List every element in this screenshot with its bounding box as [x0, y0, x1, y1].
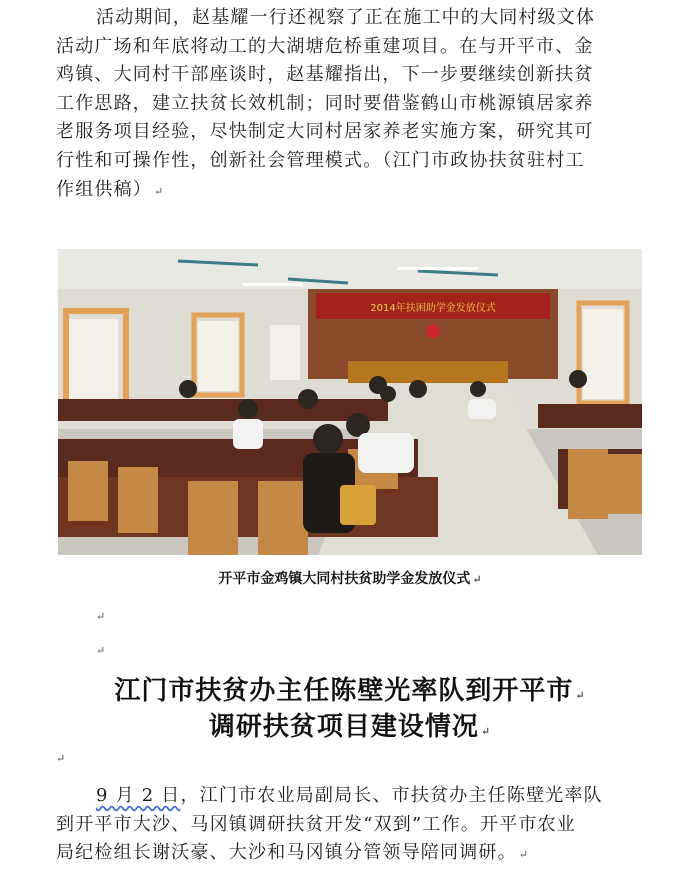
ceremony-photo-illustration — [58, 249, 642, 555]
paragraph-mark-icon: ↵ — [472, 573, 482, 586]
paragraph-2 — [56, 782, 646, 870]
paragraph-mark-icon: ↵ — [56, 752, 66, 765]
paragraph-line: 局纪检组长谢沃豪、大沙和马冈镇分管领导陪同调研。 ↵ — [56, 842, 530, 864]
paragraph-mark-icon: ↵ — [480, 725, 492, 738]
stage-banner: 2014年扶困助学金发放仪式 — [370, 303, 496, 314]
paragraph-line: 老服务项目经验，尽快制定大同村居家养老实施方案，研究其可 — [56, 121, 594, 143]
date-text: 9 月 2 日 — [96, 785, 181, 806]
paragraph-line: 活动广场和年底将动工的大湖塘危桥重建项目。在与开平市、金 — [56, 35, 594, 57]
paragraph-line: 活动期间，赵基耀一行还视察了正在施工中的大同村级文体 — [96, 7, 596, 28]
paragraph-line: 作组供稿） ↵ — [56, 178, 165, 200]
paragraph-line: 到开平市大沙、马冈镇调研扶贫开发“双到”工作。开平市农业 — [56, 813, 577, 835]
paragraph-mark-icon: ↵ — [96, 644, 106, 657]
photo-caption: 开平市金鸡镇大同村扶贫助学金发放仪式 ↵ — [218, 571, 482, 587]
paragraph-mark-icon: ↵ — [518, 848, 530, 862]
paragraph-mark-icon: ↵ — [96, 610, 106, 623]
paragraph-1 — [56, 4, 646, 206]
paragraph-mark-icon: ↵ — [575, 689, 586, 702]
paragraph-mark-icon: ↵ — [154, 184, 165, 198]
article-heading-line-1: 江门市扶贫办主任陈壁光率队到开平市 ↵ — [114, 676, 586, 706]
paragraph-line: 鸡镇、大同村干部座谈时，赵基耀指出，下一步要继续创新扶贫 — [56, 64, 594, 86]
paragraph-line: 9 月 2 日，江门市农业局副局长、市扶贫办主任陈壁光率队 — [96, 785, 603, 806]
paragraph-line: 工作思路，建立扶贫长效机制；同时要借鉴鹤山市桃源镇居家养 — [56, 92, 594, 114]
article-heading-line-2: 调研扶贫项目建设情况 ↵ — [208, 712, 492, 742]
paragraph-line: 行性和可操作性，创新社会管理模式。（江门市政协扶贫驻村工 — [56, 149, 585, 171]
ceremony-photo — [58, 249, 642, 555]
